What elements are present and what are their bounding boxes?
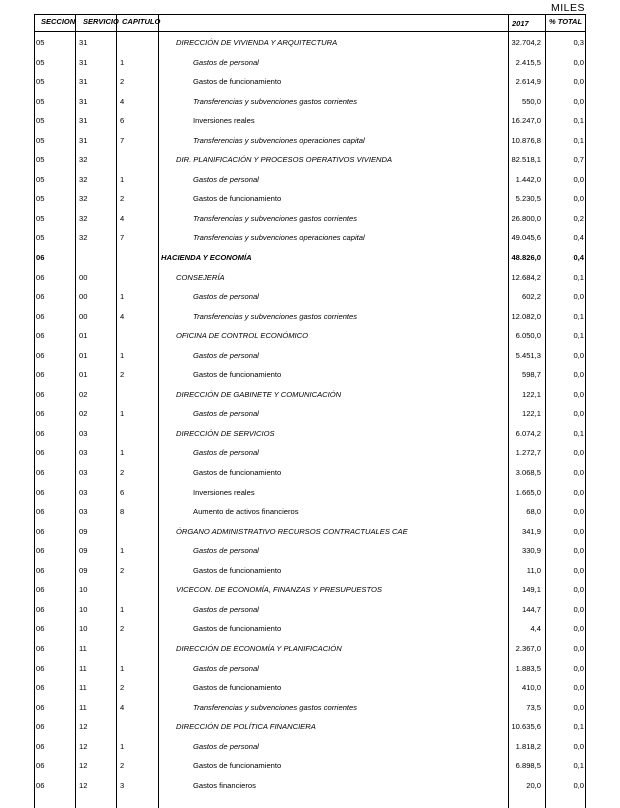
cell-servicio: 09 — [79, 546, 88, 556]
cell-amount: 330,9 — [521, 546, 541, 556]
cell-description: VICECON. DE ECONOMÍA, FINANZAS Y PRESUPUESTOS — [176, 585, 382, 595]
cell-description: Inversiones reales — [193, 487, 255, 497]
cell-servicio: 10 — [79, 585, 88, 595]
cell-amount: 4,4 — [530, 624, 541, 634]
cell-percent: 0,7 — [573, 155, 584, 165]
cell-servicio: 03 — [79, 487, 88, 497]
cell-capitulo: 7 — [120, 135, 125, 145]
cell-seccion: 06 — [36, 253, 45, 263]
cell-percent: 0,0 — [573, 57, 584, 67]
cell-servicio: 31 — [79, 135, 88, 145]
cell-servicio: 11 — [79, 702, 87, 712]
cell-description: DIR. PLANIFICACIÓN Y PROCESOS OPERATIVOS VIVIENDA — [176, 155, 393, 165]
cell-amount: 1.665,0 — [515, 487, 541, 497]
cell-seccion: 06 — [36, 331, 45, 341]
cell-amount: 122,1 — [521, 409, 541, 419]
cell-servicio: 31 — [79, 38, 88, 47]
cell-percent: 0,2 — [573, 213, 584, 223]
cell-seccion: 06 — [36, 663, 45, 673]
cell-servicio: 10 — [79, 604, 88, 614]
cell-seccion: 05 — [36, 38, 45, 47]
cell-description: Gastos de funcionamiento — [193, 761, 282, 771]
cell-amount: 6.050,0 — [515, 331, 541, 341]
cell-description: DIRECCIÓN DE SERVICIOS — [176, 428, 275, 438]
cell-capitulo: 1 — [120, 741, 125, 751]
cell-capitulo: 1 — [120, 57, 125, 67]
cell-seccion: 06 — [36, 448, 45, 458]
cell-servicio: 31 — [79, 77, 88, 87]
cell-percent: 0,0 — [573, 780, 584, 790]
cell-seccion: 06 — [36, 624, 45, 634]
table-row — [34, 521, 586, 541]
cell-amount: 10.876,8 — [511, 135, 541, 145]
cell-description: Transferencias y subvenciones gastos corrientes — [193, 702, 358, 712]
header-pct: % TOTAL — [549, 17, 583, 26]
cell-percent: 0,0 — [573, 565, 584, 575]
table-row — [34, 736, 586, 756]
cell-servicio: 02 — [79, 389, 88, 399]
cell-amount: 26.800,0 — [511, 213, 541, 223]
table-row — [34, 618, 586, 638]
cell-percent: 0,0 — [573, 370, 584, 380]
cell-percent: 0,0 — [573, 683, 584, 693]
cell-capitulo: 1 — [120, 174, 125, 184]
cell-servicio: 09 — [79, 526, 88, 536]
cell-percent: 0,1 — [573, 722, 584, 732]
cell-percent: 0,1 — [573, 272, 584, 282]
table-row — [34, 130, 586, 150]
cell-amount: 48.826,0 — [511, 253, 541, 263]
cell-amount: 410,0 — [521, 683, 541, 693]
cell-servicio: 12 — [79, 722, 88, 732]
cell-servicio: 03 — [79, 507, 88, 517]
cell-servicio: 32 — [79, 194, 88, 204]
cell-description: DIRECCIÓN DE VIVIENDA Y ARQUITECTURA — [176, 38, 338, 47]
cell-seccion: 06 — [36, 546, 45, 556]
cell-capitulo: 3 — [120, 780, 125, 790]
cell-servicio: 12 — [79, 780, 88, 790]
cell-amount: 32.704,2 — [511, 38, 541, 47]
cell-percent: 0,0 — [573, 194, 584, 204]
cell-seccion: 06 — [36, 428, 45, 438]
cell-servicio: 32 — [79, 155, 88, 165]
cell-amount: 82.518,1 — [511, 155, 541, 165]
cell-percent: 0,0 — [573, 741, 584, 751]
cell-capitulo: 4 — [120, 96, 125, 106]
cell-servicio: 31 — [79, 116, 88, 126]
cell-servicio: 00 — [79, 311, 88, 321]
table-row — [34, 638, 586, 658]
cell-description: DIRECCIÓN DE POLÍTICA FINANCIERA — [176, 722, 316, 732]
cell-servicio: 11 — [79, 683, 87, 693]
table-row — [34, 71, 586, 91]
cell-capitulo: 8 — [120, 507, 125, 517]
cell-amount: 1.442,0 — [515, 174, 541, 184]
cell-capitulo: 6 — [120, 487, 125, 497]
cell-description: Gastos de personal — [193, 604, 259, 614]
cell-seccion: 05 — [36, 174, 45, 184]
cell-amount: 122,1 — [521, 389, 541, 399]
cell-seccion: 05 — [36, 155, 45, 165]
table-row — [34, 442, 586, 462]
cell-description: DIRECCIÓN DE GABINETE Y COMUNICACIÓN — [176, 389, 342, 399]
table-row — [34, 267, 586, 287]
cell-servicio: 03 — [79, 448, 88, 458]
cell-seccion: 06 — [36, 526, 45, 536]
cell-seccion: 06 — [36, 761, 45, 771]
cell-description: Gastos de personal — [193, 57, 259, 67]
cell-amount: 1.883,5 — [515, 663, 541, 673]
cell-seccion: 06 — [36, 487, 45, 497]
cell-percent: 0,0 — [573, 663, 584, 673]
table-row — [34, 658, 586, 678]
cell-description: Gastos de personal — [193, 409, 259, 419]
table-header — [34, 14, 586, 32]
cell-seccion: 05 — [36, 116, 45, 126]
table-row — [34, 755, 586, 775]
cell-description: Transferencias y subvenciones operaciones capital — [193, 135, 365, 145]
cell-servicio: 11 — [79, 643, 87, 653]
cell-capitulo: 2 — [120, 683, 125, 693]
cell-seccion: 06 — [36, 292, 45, 302]
cell-servicio: 31 — [79, 57, 88, 67]
cell-description: Gastos de personal — [193, 546, 259, 556]
cell-percent: 0,0 — [573, 585, 584, 595]
cell-percent: 0,0 — [573, 389, 584, 399]
cell-servicio: 03 — [79, 428, 88, 438]
cell-amount: 149,1 — [521, 585, 541, 595]
table-row — [34, 462, 586, 482]
cell-percent: 0,3 — [573, 38, 584, 47]
cell-amount: 12.082,0 — [511, 311, 541, 321]
cell-amount: 16.247,0 — [511, 116, 541, 126]
cell-amount: 49.045,6 — [511, 233, 541, 243]
table-row — [34, 423, 586, 443]
table-row — [34, 579, 586, 599]
cell-servicio: 10 — [79, 624, 88, 634]
cell-percent: 0,0 — [573, 643, 584, 653]
cell-seccion: 06 — [36, 683, 45, 693]
table-row — [34, 286, 586, 306]
cell-description: Gastos financieros — [193, 780, 256, 790]
cell-capitulo: 1 — [120, 663, 125, 673]
cell-percent: 0,0 — [573, 96, 584, 106]
cell-capitulo: 7 — [120, 233, 125, 243]
cell-capitulo: 2 — [120, 565, 125, 575]
cell-percent: 0,0 — [573, 526, 584, 536]
budget-table — [34, 14, 586, 794]
cell-servicio: 01 — [79, 370, 88, 380]
cell-description: CONSEJERÍA — [176, 272, 225, 282]
table-row — [34, 364, 586, 384]
cell-description: Aumento de activos financieros — [193, 507, 299, 517]
cell-capitulo: 2 — [120, 468, 125, 478]
cell-description: Gastos de funcionamiento — [193, 683, 282, 693]
cell-seccion: 06 — [36, 585, 45, 595]
cell-capitulo: 1 — [120, 292, 125, 302]
cell-description: Gastos de funcionamiento — [193, 565, 282, 575]
cell-servicio: 32 — [79, 174, 88, 184]
cell-seccion: 06 — [36, 741, 45, 751]
cell-seccion: 06 — [36, 702, 45, 712]
cell-description: Gastos de personal — [193, 350, 259, 360]
cell-description: DIRECCIÓN DE ECONOMÍA Y PLANIFICACIÓN — [176, 643, 342, 653]
table-row — [34, 32, 586, 52]
cell-amount: 6.898,5 — [515, 761, 541, 771]
table-row — [34, 188, 586, 208]
cell-amount: 3.068,5 — [515, 468, 541, 478]
cell-description: Gastos de personal — [193, 174, 259, 184]
cell-percent: 0,1 — [573, 331, 584, 341]
cell-percent: 0,1 — [573, 761, 584, 771]
cell-capitulo: 2 — [120, 194, 125, 204]
table-row — [34, 560, 586, 580]
cell-capitulo: 4 — [120, 702, 125, 712]
cell-amount: 1.818,2 — [515, 741, 541, 751]
cell-seccion: 06 — [36, 311, 45, 321]
cell-percent: 0,0 — [573, 487, 584, 497]
cell-capitulo: 1 — [120, 409, 125, 419]
cell-description: HACIENDA Y ECONOMÍA — [161, 253, 252, 263]
cell-percent: 0,1 — [573, 135, 584, 145]
cell-description: Transferencias y subvenciones gastos corrientes — [193, 213, 358, 223]
cell-amount: 2.614,9 — [515, 77, 541, 87]
cell-percent: 0,0 — [573, 702, 584, 712]
cell-seccion: 05 — [36, 57, 45, 67]
table-row — [34, 345, 586, 365]
cell-servicio: 00 — [79, 272, 88, 282]
cell-seccion: 06 — [36, 350, 45, 360]
cell-percent: 0,0 — [573, 624, 584, 634]
cell-servicio: 11 — [79, 663, 87, 673]
table-row — [34, 540, 586, 560]
cell-amount: 2.367,0 — [515, 643, 541, 653]
cell-seccion: 06 — [36, 468, 45, 478]
table-row — [34, 599, 586, 619]
table-row — [34, 247, 586, 267]
cell-capitulo: 2 — [120, 77, 125, 87]
table-row — [34, 697, 586, 717]
cell-description: Transferencias y subvenciones operaciones capital — [193, 233, 365, 243]
table-row — [34, 482, 586, 502]
cell-description: Gastos de funcionamiento — [193, 194, 282, 204]
cell-servicio: 12 — [79, 761, 88, 771]
cell-seccion: 05 — [36, 77, 45, 87]
cell-capitulo: 1 — [120, 604, 125, 614]
cell-seccion: 06 — [36, 604, 45, 614]
cell-servicio: 31 — [79, 96, 88, 106]
cell-servicio: 12 — [79, 741, 88, 751]
cell-servicio: 32 — [79, 213, 88, 223]
cell-description: ÓRGANO ADMINISTRATIVO RECURSOS CONTRACTUALES CAE — [176, 526, 408, 536]
table-row — [34, 677, 586, 697]
cell-seccion: 06 — [36, 389, 45, 399]
table-row — [34, 91, 586, 111]
cell-capitulo: 2 — [120, 370, 125, 380]
table-row — [34, 227, 586, 247]
cell-seccion: 06 — [36, 780, 45, 790]
cell-servicio: 01 — [79, 350, 88, 360]
cell-description: Gastos de funcionamiento — [193, 370, 282, 380]
cell-percent: 0,0 — [573, 174, 584, 184]
cell-amount: 10.635,6 — [511, 722, 541, 732]
cell-capitulo: 6 — [120, 116, 125, 126]
cell-seccion: 05 — [36, 135, 45, 145]
cell-percent: 0,0 — [573, 77, 584, 87]
cell-seccion: 06 — [36, 409, 45, 419]
cell-servicio: 02 — [79, 409, 88, 419]
cell-servicio: 09 — [79, 565, 88, 575]
cell-servicio: 01 — [79, 331, 88, 341]
cell-amount: 11,0 — [526, 565, 541, 575]
cell-servicio: 00 — [79, 292, 88, 302]
table-row — [34, 110, 586, 130]
cell-percent: 0,0 — [573, 468, 584, 478]
cell-seccion: 05 — [36, 233, 45, 243]
cell-percent: 0,1 — [573, 428, 584, 438]
table-row — [34, 501, 586, 521]
unit-label: MILES — [550, 2, 585, 14]
table-row — [34, 403, 586, 423]
cell-amount: 2.415,5 — [515, 57, 541, 67]
table-row — [34, 208, 586, 228]
cell-percent: 0,4 — [573, 253, 584, 263]
cell-percent: 0,1 — [573, 116, 584, 126]
cell-seccion: 05 — [36, 194, 45, 204]
cell-percent: 0,0 — [573, 350, 584, 360]
table-row — [34, 169, 586, 189]
cell-description: Gastos de funcionamiento — [193, 77, 282, 87]
cell-seccion: 05 — [36, 96, 45, 106]
cell-amount: 341,9 — [521, 526, 541, 536]
cell-percent: 0,0 — [573, 292, 584, 302]
cell-description: Inversiones reales — [193, 116, 255, 126]
cell-amount: 68,0 — [526, 507, 541, 517]
cell-percent: 0,0 — [573, 448, 584, 458]
cell-capitulo: 1 — [120, 350, 125, 360]
cell-percent: 0,0 — [573, 507, 584, 517]
cell-capitulo: 4 — [120, 311, 125, 321]
cell-description: Gastos de personal — [193, 741, 259, 751]
cell-description: OFICINA DE CONTROL ECONÓMICO — [176, 331, 309, 341]
cell-seccion: 06 — [36, 722, 45, 732]
cell-amount: 602,2 — [521, 292, 541, 302]
cell-seccion: 06 — [36, 565, 45, 575]
cell-seccion: 06 — [36, 370, 45, 380]
cell-capitulo: 4 — [120, 213, 125, 223]
cell-amount: 5.451,3 — [515, 350, 541, 360]
cell-percent: 0,1 — [573, 311, 584, 321]
table-row — [34, 306, 586, 326]
cell-amount: 5.230,5 — [515, 194, 541, 204]
header-capitulo: CAPITULO — [122, 17, 161, 26]
cell-seccion: 06 — [36, 507, 45, 517]
cell-capitulo: 1 — [120, 546, 125, 556]
cell-amount: 6.074,2 — [515, 428, 541, 438]
cell-servicio: 03 — [79, 468, 88, 478]
cell-percent: 0,0 — [573, 604, 584, 614]
cell-capitulo: 1 — [120, 448, 125, 458]
table-body — [34, 32, 586, 794]
cell-seccion: 06 — [36, 643, 45, 653]
cell-description: Gastos de personal — [193, 292, 259, 302]
cell-capitulo: 2 — [120, 624, 125, 634]
cell-amount: 1.272,7 — [515, 448, 541, 458]
header-servicio: SERVICIO — [83, 17, 119, 26]
cell-description: Gastos de personal — [193, 663, 259, 673]
cell-seccion: 05 — [36, 213, 45, 223]
header-year: 2017 — [512, 19, 529, 28]
cell-percent: 0,0 — [573, 409, 584, 419]
cell-amount: 20,0 — [526, 780, 541, 790]
cell-capitulo: 2 — [120, 761, 125, 771]
cell-amount: 598,7 — [521, 370, 541, 380]
cell-percent: 0,4 — [573, 233, 584, 243]
table-row — [34, 52, 586, 72]
cell-amount: 550,0 — [521, 96, 541, 106]
cell-description: Transferencias y subvenciones gastos corrientes — [193, 96, 358, 106]
cell-amount: 144,7 — [521, 604, 541, 614]
table-row — [34, 384, 586, 404]
cell-description: Transferencias y subvenciones gastos corrientes — [193, 311, 358, 321]
table-row — [34, 775, 586, 795]
cell-percent: 0,0 — [573, 546, 584, 556]
header-seccion: SECCION — [41, 17, 76, 26]
table-row — [34, 716, 586, 736]
cell-seccion: 06 — [36, 272, 45, 282]
table-row — [34, 149, 586, 169]
cell-description: Gastos de personal — [193, 448, 259, 458]
cell-amount: 12.684,2 — [511, 272, 541, 282]
cell-servicio: 32 — [79, 233, 88, 243]
cell-amount: 73,5 — [526, 702, 541, 712]
cell-description: Gastos de funcionamiento — [193, 468, 282, 478]
table-row — [34, 325, 586, 345]
cell-description: Gastos de funcionamiento — [193, 624, 282, 634]
